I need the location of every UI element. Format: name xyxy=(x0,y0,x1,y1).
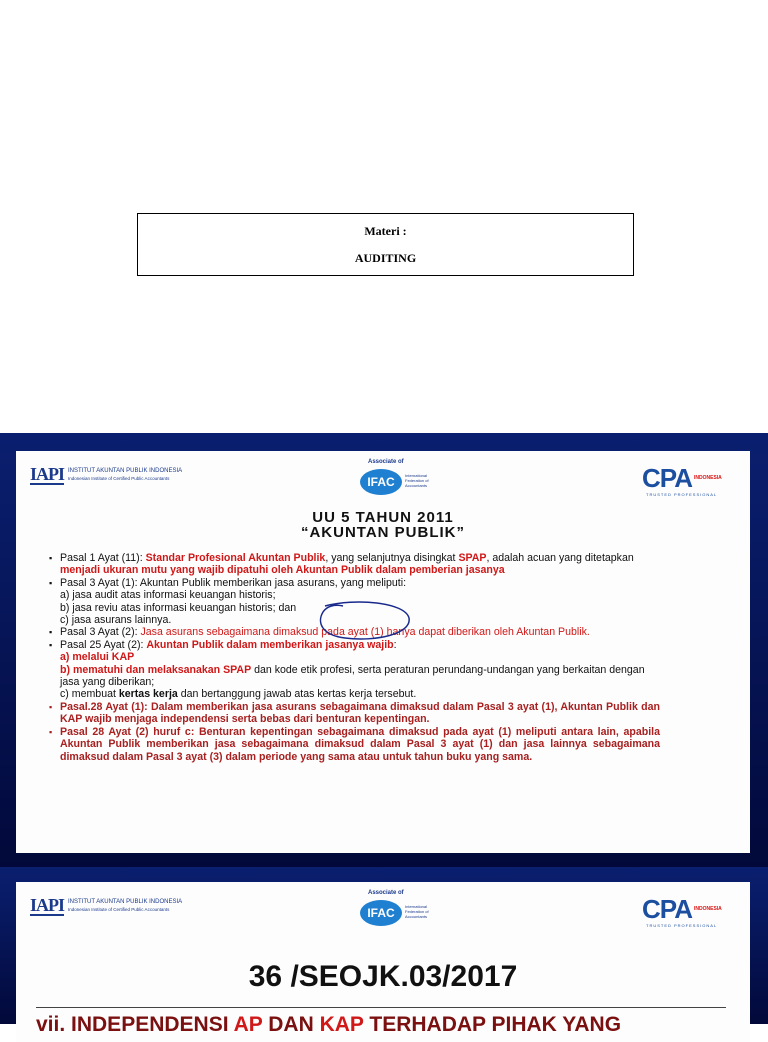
p5-text: Dalam memberikan jasa asurans sebagaimana dimaksud dalam Pasal 3 ayat (1), Akuntan Publik dan KAP wajib menjaga independensi serta bebas dari benturan kepentingan. xyxy=(60,700,660,726)
p1-label: Pasal 1 Ayat (11): xyxy=(60,552,146,564)
materi-box xyxy=(137,213,634,276)
heading-ap: AP xyxy=(233,1013,263,1036)
p1-emphasis: menjadi ukuran mutu yang wajib dipatuhi oleh Akuntan Publik dalam pemberian jasanya xyxy=(60,564,505,577)
heading-part: TERHADAP PIHAK YANG xyxy=(363,1013,622,1036)
slide-uu5-2011 xyxy=(0,433,768,867)
iapi-logo xyxy=(30,465,182,485)
ifac-assoc: Associate of xyxy=(368,890,404,896)
ifac-federation: International Federation of Accountants xyxy=(405,473,429,488)
cpa-tagline: TRUSTED PROFESSIONAL xyxy=(646,492,718,497)
p4-label: Pasal 25 Ayat (2): xyxy=(60,638,147,651)
p1-term: Standar Profesional Akuntan Publik xyxy=(145,552,326,564)
hand-drawn-circle xyxy=(315,600,412,642)
p2-item-c: c) jasa asurans lainnya. xyxy=(60,614,172,627)
list-item xyxy=(60,701,660,726)
p3-text: Jasa asurans sebagaimana dimaksud pada ayat (1) hanya dapat diberikan oleh Akuntan Publik. xyxy=(140,626,590,639)
slide-body xyxy=(48,552,660,763)
cpa-mark: CPA xyxy=(642,894,692,924)
section-heading xyxy=(36,1007,726,1037)
cpa-logo xyxy=(642,896,732,928)
iapi-sub: Indonesian Institute of Certified Public Accountants xyxy=(68,907,170,912)
p4-emphasis: Akuntan Publik dalam memberikan jasanya wajib xyxy=(146,638,394,651)
materi-subject: AUDITING xyxy=(354,251,417,265)
heading-part: DAN xyxy=(262,1013,320,1036)
p6-label: Pasal 28 Ayat (2) huruf c: xyxy=(60,725,199,738)
list-item xyxy=(60,726,660,763)
slide-title: 36 /SEOJK.03/2017 xyxy=(248,960,518,993)
p2-item-b: b) jasa reviu atas informasi keuangan historis; dan xyxy=(60,601,297,614)
heading-part: vii. INDEPENDENSI xyxy=(36,1013,234,1036)
p6-text: Benturan kepentingan sebagaimana dimaksud pada ayat (1) meliputi antara lain, apabila Akuntan Publik memberikan jasa sebagaimana dimaksud dalam Pasal 3 ayat (1) dan jasa lainnya sebagaimana dimaksud dalam Pasal 3 ayat (3) dalam periode yang sama atau untuk tahun buku yang sama. xyxy=(60,725,660,763)
iapi-mark: IAPI xyxy=(30,464,65,484)
slide-seojk xyxy=(0,867,768,1036)
ifac-mark: IFAC xyxy=(360,469,402,495)
slide-card xyxy=(16,882,750,1042)
p2-item-a: a) jasa audit atas informasi keuangan historis; xyxy=(60,589,276,602)
p4-colon: : xyxy=(393,638,397,651)
p4-item-c-text: dan bertanggung jawab atas kertas kerja tersebut. xyxy=(177,688,417,701)
p3-label: Pasal 3 Ayat (2): xyxy=(60,626,141,639)
p2-text: ▪ Pasal 3 Ayat (1): Akuntan Publik memberikan jasa asurans, yang meliputi: xyxy=(60,576,407,589)
slide-card xyxy=(16,451,750,853)
iapi-sub: Indonesian Institute of Certified Public Accountants xyxy=(68,476,170,481)
list-item xyxy=(60,552,660,577)
p4-item-b-text: dan kode etik profesi, serta peraturan perundang-undangan yang berkaitan dengan jasa yang diberikan; xyxy=(60,663,645,689)
p4-item-c: c) membuat xyxy=(60,688,119,701)
ifac-logo xyxy=(360,890,440,930)
iapi-name: INSTITUT AKUNTAN PUBLIK INDONESIA xyxy=(68,468,183,474)
cover-page xyxy=(0,0,768,433)
cpa-tagline: TRUSTED PROFESSIONAL xyxy=(646,923,718,928)
slide-title: UU 5 TAHUN 2011 xyxy=(312,509,454,526)
p4-item-a: a) melalui KAP xyxy=(60,651,135,664)
p4-item-c-term: kertas kerja xyxy=(118,688,178,701)
p1-abbrev: SPAP xyxy=(458,552,487,564)
cpa-indonesia: INDONESIA xyxy=(694,906,722,912)
ifac-logo xyxy=(360,459,440,499)
p4-item-b: b) mematuhi dan melaksanakan SPAP xyxy=(60,663,252,676)
ifac-assoc: Associate of xyxy=(368,459,404,465)
ifac-mark: IFAC xyxy=(360,900,402,926)
p5-label: Pasal.28 Ayat (1): xyxy=(60,700,151,713)
iapi-name: INSTITUT AKUNTAN PUBLIK INDONESIA xyxy=(68,899,183,905)
p1-text: , yang selanjutnya disingkat xyxy=(325,552,459,564)
cpa-indonesia: INDONESIA xyxy=(694,475,722,481)
list-item xyxy=(60,639,660,701)
ifac-federation: International Federation of Accountants xyxy=(405,904,429,919)
p1-text2: , adalah acuan yang ditetapkan xyxy=(486,552,634,564)
cpa-mark: CPA xyxy=(642,463,692,493)
iapi-logo xyxy=(30,896,182,916)
cpa-logo xyxy=(642,465,732,497)
slide-subtitle: “AKUNTAN PUBLIK” xyxy=(300,524,466,541)
iapi-mark: IAPI xyxy=(30,895,65,915)
materi-label: Materi : xyxy=(364,224,407,238)
heading-kap: KAP xyxy=(319,1013,364,1036)
